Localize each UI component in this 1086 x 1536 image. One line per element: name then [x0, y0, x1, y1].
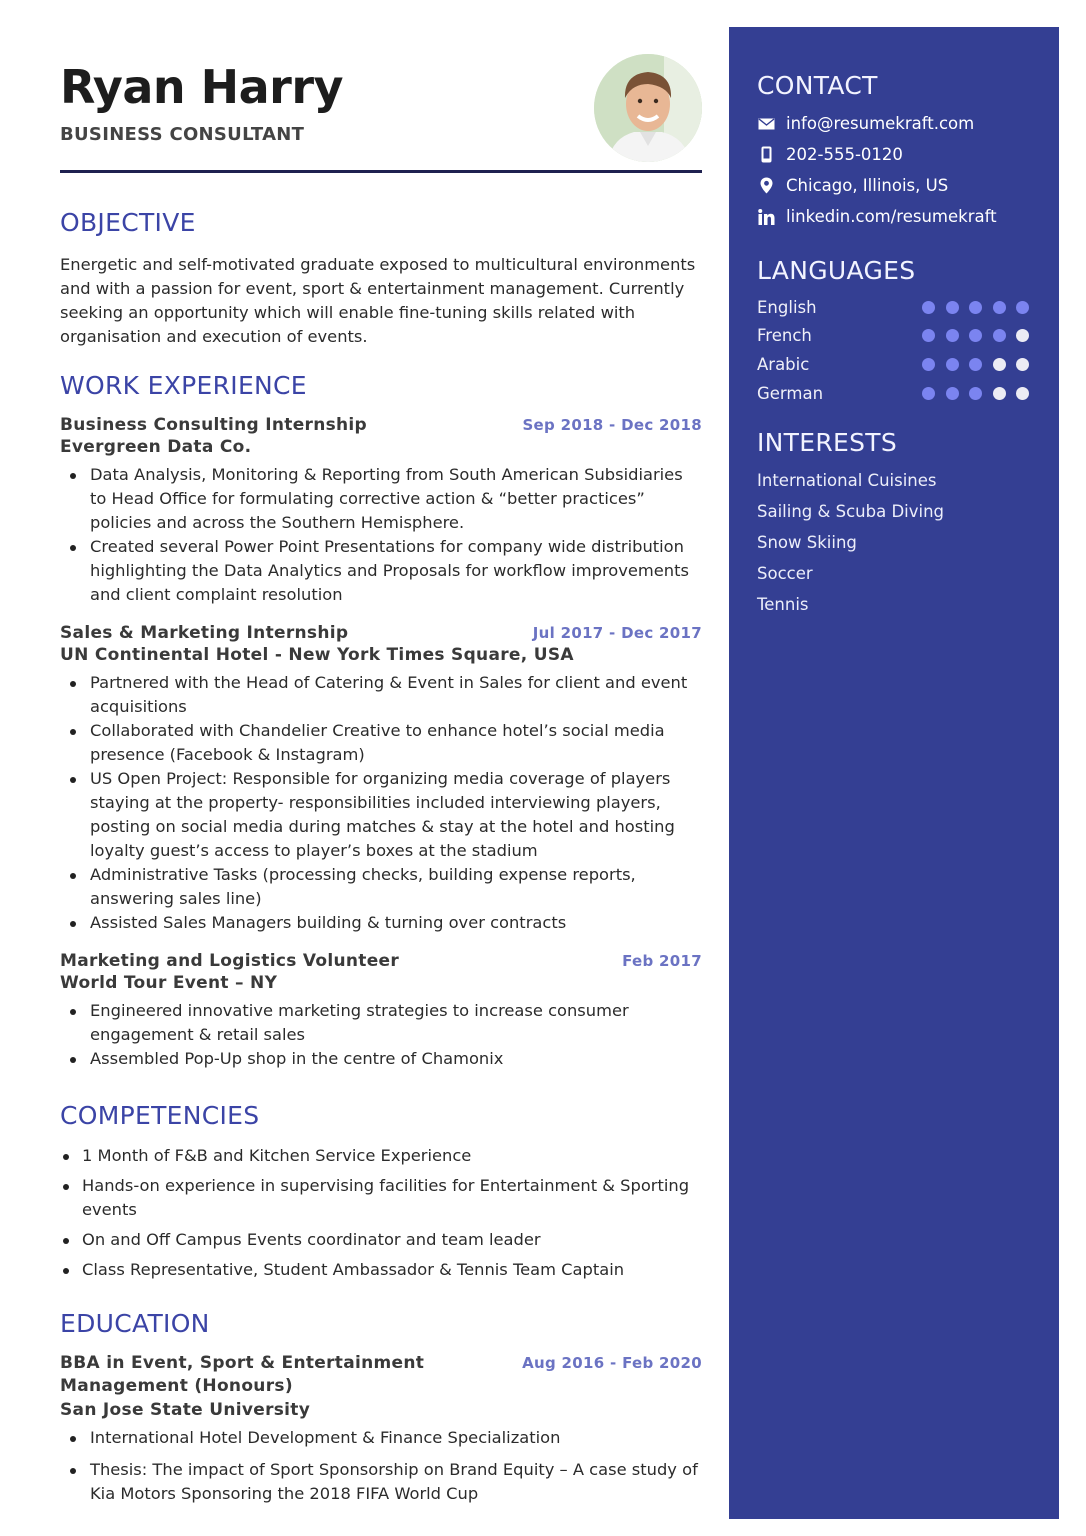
interest-item: International Cuisines — [757, 471, 937, 490]
contact-location — [757, 176, 948, 195]
profile-photo — [594, 54, 702, 162]
envelope-icon — [757, 115, 775, 133]
job-entry-company: Evergreen Data Co. — [60, 437, 252, 457]
language-name: German — [757, 384, 824, 403]
interest-item: Tennis — [757, 595, 809, 614]
job-entry-company: UN Continental Hotel - New York Times Square, USA — [60, 645, 574, 665]
list-item: On and Off Campus Events coordinator and team leader — [82, 1228, 702, 1252]
list-item: Engineered innovative marketing strategies to increase consumer engagement & retail sales — [90, 999, 702, 1047]
job-entry-bullets — [60, 999, 702, 1071]
education-degree: BBA in Event, Sport & Entertainment Management (Honours) — [60, 1353, 425, 1396]
job-entry-title: Business Consulting Internship — [60, 415, 368, 435]
language-row — [757, 384, 1029, 403]
contact-location-text: Chicago, Illinois, US — [786, 176, 949, 195]
list-item: Thesis: The impact of Sport Sponsorship on Brand Equity – A case study of Kia Motors Sponsoring the 2018 FIFA World Cup — [90, 1458, 702, 1506]
level-dot-filled — [1016, 301, 1029, 314]
language-level-dots — [922, 329, 1029, 342]
list-item: 1 Month of F&B and Kitchen Service Experience — [82, 1144, 702, 1168]
job-entry-title: Sales & Marketing Internship — [60, 623, 349, 643]
interests-heading: INTERESTS — [757, 428, 898, 457]
objective-text: Energetic and self-motivated graduate exposed to multicultural environments and with a passion for event, sport & entertainment management. Currently seeking an opportunity which will enable fine-tuning skills related with organisation and execution of events. — [60, 255, 696, 346]
list-item: US Open Project: Responsible for organizing media coverage of players staying at the property- responsibilities included interviewing players, posting on social media during matches & stay at the hotel and hosting loyalty guest’s access to player’s boxes at the stadium — [90, 767, 702, 863]
education-bullets — [60, 1426, 702, 1506]
level-dot-filled — [922, 301, 935, 314]
list-item: Administrative Tasks (processing checks, building expense reports, answering sales line) — [90, 863, 702, 911]
language-name: Arabic — [757, 355, 810, 374]
language-row — [757, 326, 1029, 345]
list-item: International Hotel Development & Finance Specialization — [90, 1426, 702, 1450]
level-dot-filled — [969, 358, 982, 371]
job-title: BUSINESS CONSULTANT — [60, 124, 305, 145]
competencies-section — [60, 1103, 702, 1288]
level-dot-empty — [1016, 358, 1029, 371]
job-entry — [60, 623, 702, 935]
level-dot-empty — [1016, 329, 1029, 342]
education-date: Aug 2016 - Feb 2020 — [522, 1354, 702, 1372]
level-dot-filled — [922, 387, 935, 400]
level-dot-filled — [946, 329, 959, 342]
competencies-heading: COMPETENCIES — [60, 1101, 260, 1130]
level-dot-filled — [969, 301, 982, 314]
list-item: Created several Power Point Presentations for company wide distribution highlighting the Data Analytics and Proposals for workflow improvements and client complaint resolution — [90, 535, 702, 607]
objective-heading: OBJECTIVE — [60, 208, 196, 237]
interest-item: Snow Skiing — [757, 533, 857, 552]
contact-email[interactable] — [757, 114, 974, 133]
job-entry — [60, 951, 702, 1071]
language-name: English — [757, 298, 817, 317]
education-heading: EDUCATION — [60, 1309, 210, 1338]
profile-photo-image — [594, 54, 702, 162]
job-entry-date: Sep 2018 - Dec 2018 — [522, 416, 702, 434]
level-dot-empty — [993, 358, 1006, 371]
objective-section — [60, 210, 702, 349]
sidebar — [729, 27, 1059, 1519]
language-row — [757, 355, 1029, 374]
education-section — [60, 1311, 702, 1514]
work-experience-section — [60, 373, 702, 1071]
contact-heading: CONTACT — [757, 71, 878, 100]
job-entry — [60, 415, 702, 607]
level-dot-empty — [993, 387, 1006, 400]
level-dot-empty — [1016, 387, 1029, 400]
level-dot-filled — [969, 329, 982, 342]
level-dot-filled — [946, 301, 959, 314]
level-dot-filled — [946, 358, 959, 371]
competencies-list — [60, 1144, 702, 1282]
interest-item: Sailing & Scuba Diving — [757, 502, 945, 521]
level-dot-filled — [946, 387, 959, 400]
education-school: San Jose State University — [60, 1400, 311, 1420]
level-dot-filled — [922, 358, 935, 371]
language-row — [757, 298, 1029, 317]
contact-linkedin[interactable] — [757, 207, 997, 226]
contact-linkedin-text: linkedin.com/resumekraft — [786, 207, 997, 226]
level-dot-filled — [922, 329, 935, 342]
level-dot-filled — [993, 329, 1006, 342]
header-divider — [60, 170, 702, 173]
list-item: Data Analysis, Monitoring & Reporting from South American Subsidiaries to Head Office for formulating corrective action & “better practices” policies and across the Southern Hemisphere. — [90, 463, 702, 535]
level-dot-filled — [969, 387, 982, 400]
contact-phone[interactable] — [757, 145, 903, 164]
interest-item: Soccer — [757, 564, 813, 583]
work-experience-heading: WORK EXPERIENCE — [60, 371, 307, 400]
job-entry-date: Feb 2017 — [622, 952, 702, 970]
linkedin-icon — [757, 208, 775, 226]
language-name: French — [757, 326, 812, 345]
job-entry-date: Jul 2017 - Dec 2017 — [532, 624, 702, 642]
list-item: Hands-on experience in supervising facilities for Entertainment & Sporting events — [82, 1174, 702, 1222]
contact-phone-text: 202-555-0120 — [786, 145, 903, 164]
job-entry-bullets — [60, 463, 702, 607]
list-item: Assisted Sales Managers building & turning over contracts — [90, 911, 702, 935]
language-level-dots — [922, 358, 1029, 371]
language-level-dots — [922, 387, 1029, 400]
list-item: Collaborated with Chandelier Creative to enhance hotel’s social media presence (Facebook & Instagram) — [90, 719, 702, 767]
location-pin-icon — [757, 177, 775, 195]
candidate-name: Ryan Harry — [60, 60, 344, 114]
phone-icon — [757, 146, 775, 164]
level-dot-filled — [993, 301, 1006, 314]
list-item: Class Representative, Student Ambassador & Tennis Team Captain — [82, 1258, 702, 1282]
languages-heading: LANGUAGES — [757, 256, 916, 285]
job-entry-company: World Tour Event – NY — [60, 973, 278, 993]
language-level-dots — [922, 301, 1029, 314]
list-item: Assembled Pop-Up shop in the centre of Chamonix — [90, 1047, 702, 1071]
contact-email-text: info@resumekraft.com — [786, 114, 975, 133]
main-column — [60, 60, 702, 1503]
job-entry-title: Marketing and Logistics Volunteer — [60, 951, 400, 971]
list-item: Partnered with the Head of Catering & Event in Sales for client and event acquisitions — [90, 671, 702, 719]
job-entry-bullets — [60, 671, 702, 935]
